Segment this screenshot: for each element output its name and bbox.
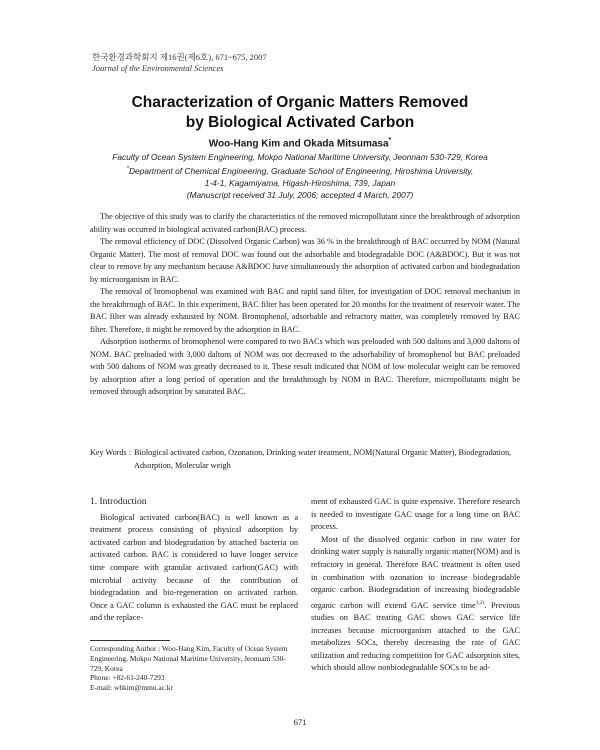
left-column [90, 496, 298, 625]
footnote-phone: Phone: +82-61-240-7293 [90, 673, 165, 683]
keywords-text: Biological activated carbon, Ozonation, Drinking water treatment, NOM(Natural Organic Matter), Biodegradation, Adsorption, Molecular weigh [134, 448, 512, 470]
author-line [60, 137, 540, 149]
keywords-label: Key Words : [90, 448, 132, 457]
body-text: . Previous studies on BAC treating GAC shows GAC service life increases because microorganism attached to the GAC metabolizes SOCs, thereby decreasing the rate of GAC utilization and reducing competition for GAC adsorption sites, which should allow nonbiodegradable SOCs to be ad- [311, 600, 520, 673]
abstract-paragraph: The removal of bromophenol was examined with BAC and rapid sand filter, for investigation of DOC removal mechanism in the breakthrough of BAC. In this experiment, BAC filter has been operated for 20 months for the treatment of reservoir water. The BAC filter was already exhausted by NOM. Bromophenol, adsorbable and refractory matter, was completely removed by BAC filter. Therefore, it might be removed by the adsorption in BAC. [90, 287, 520, 334]
keywords [90, 447, 520, 472]
abstract-paragraph: The objective of this study was to clarify the characteristics of the removed micropollutant since the breakthrough of adsorption ability was occurred in biological activated carbon(BAC) process. [90, 212, 520, 234]
title-line-1: Characterization of Organic Matters Removed [131, 94, 469, 111]
footnote-rule [90, 640, 170, 641]
abstract [90, 211, 520, 399]
affiliations [60, 151, 540, 201]
affiliation-2-mark: * [126, 166, 129, 172]
abstract-paragraph: Adsorption isotherms of bromophenol were compared to two BACs which was preloaded with 500 daltons and 3,000 daltons of NOM. BAC preloaded with 3,000 daltons of NOM was not decreased to the adsorbability of bromophenol but BAC preloaded with 500 daltons of NOM was greatly decreased to it. These result indicated that NOM of low molecular weight can be removed by adsorption after a long period of operation and the breakthrough by NOM in BAC. Therefore, micropollutants might be removed through adsorption by saturated BAC. [90, 337, 520, 396]
footnote-author: Corresponding Author : Woo-Hang Kim, Faculty of Ocean System Engineering, Mokpo National Maritime University, Jeonnam 530-729, Korea [90, 644, 288, 673]
citation-ref: 1,2) [475, 599, 485, 606]
footnote-email: E-mail: whkim@mmu.ac.kr [90, 683, 173, 693]
abstract-paragraph: The removal efficiency of DOC (Dissolved Organic Carbon) was 36 % in the breakthrough of BAC occurred by NOM (Natural Organic Matter). The most of removal DOC was found out the adsorbable and biodegradable DOC (A&BDOC). But it was not clear to remove by any mechanism because A&BDOC have simultaneously the adsorption of activated carbon and biodegradation by microorganism in BAC. [90, 237, 520, 284]
body-paragraph: ment of exhausted GAC is quite expensive. Therefore research is needed to investigate GAC usage for a long time on BAC process. [311, 497, 520, 532]
affiliation-2-text: Department of Chemical Engineering, Graduate School of Engineering, Hiroshima University, [129, 165, 474, 176]
page-number: 671 [293, 717, 307, 727]
author-names: Woo-Hang Kim and Okada Mitsumasa [208, 138, 389, 150]
right-column [311, 496, 520, 675]
body-paragraph [311, 534, 520, 675]
corresponding-author-footnote [90, 644, 298, 693]
affiliation-2 [60, 163, 540, 177]
journal-citation: 한국환경과학회지 제16권(제6호), 671~675, 2007 [92, 52, 267, 62]
body-text: Most of the dissolved organic carbon in raw water for drinking water supply is naturally organic matter(NOM) and is refractory in general. Therefore BAC treatment is often used in combination with ozonation to increase biodegradable organic carbon. Biodegradation of increasing biodegradable organic carbon will extend GAC service time [311, 534, 520, 610]
affiliation-3: 1-4-1, Kagamiyama, Higash-Hiroshima, 739, Japan [204, 177, 396, 188]
paper-title [60, 93, 540, 133]
journal-header [92, 52, 267, 74]
section-heading: 1. Introduction [90, 497, 147, 507]
title-line-2: by Biological Activated Carbon [185, 114, 415, 131]
affiliation-1: Faculty of Ocean System Engineering, Mokpo National Maritime University, Jeonnam 530-729, Korea [112, 152, 488, 162]
journal-name: Journal of the Environmental Sciences [92, 63, 224, 73]
manuscript-dates: (Manuscript received 31 July, 2006; accepted 4 March, 2007) [186, 189, 414, 200]
author-mark: * [388, 137, 392, 144]
body-paragraph: Biological activated carbon(BAC) is well known as a treatment process consisting of physical adsorption by activated carbon and biodegradation by attached bacteria on activated carbon. BAC is considered to have longer service time compare with granular activated carbon(GAC) with microbial activity because of the contribution of biodegradation and bio-regeneration on activated carbon. Once a GAC column is exhausted the GAC must be replaced and the replace- [90, 512, 298, 623]
